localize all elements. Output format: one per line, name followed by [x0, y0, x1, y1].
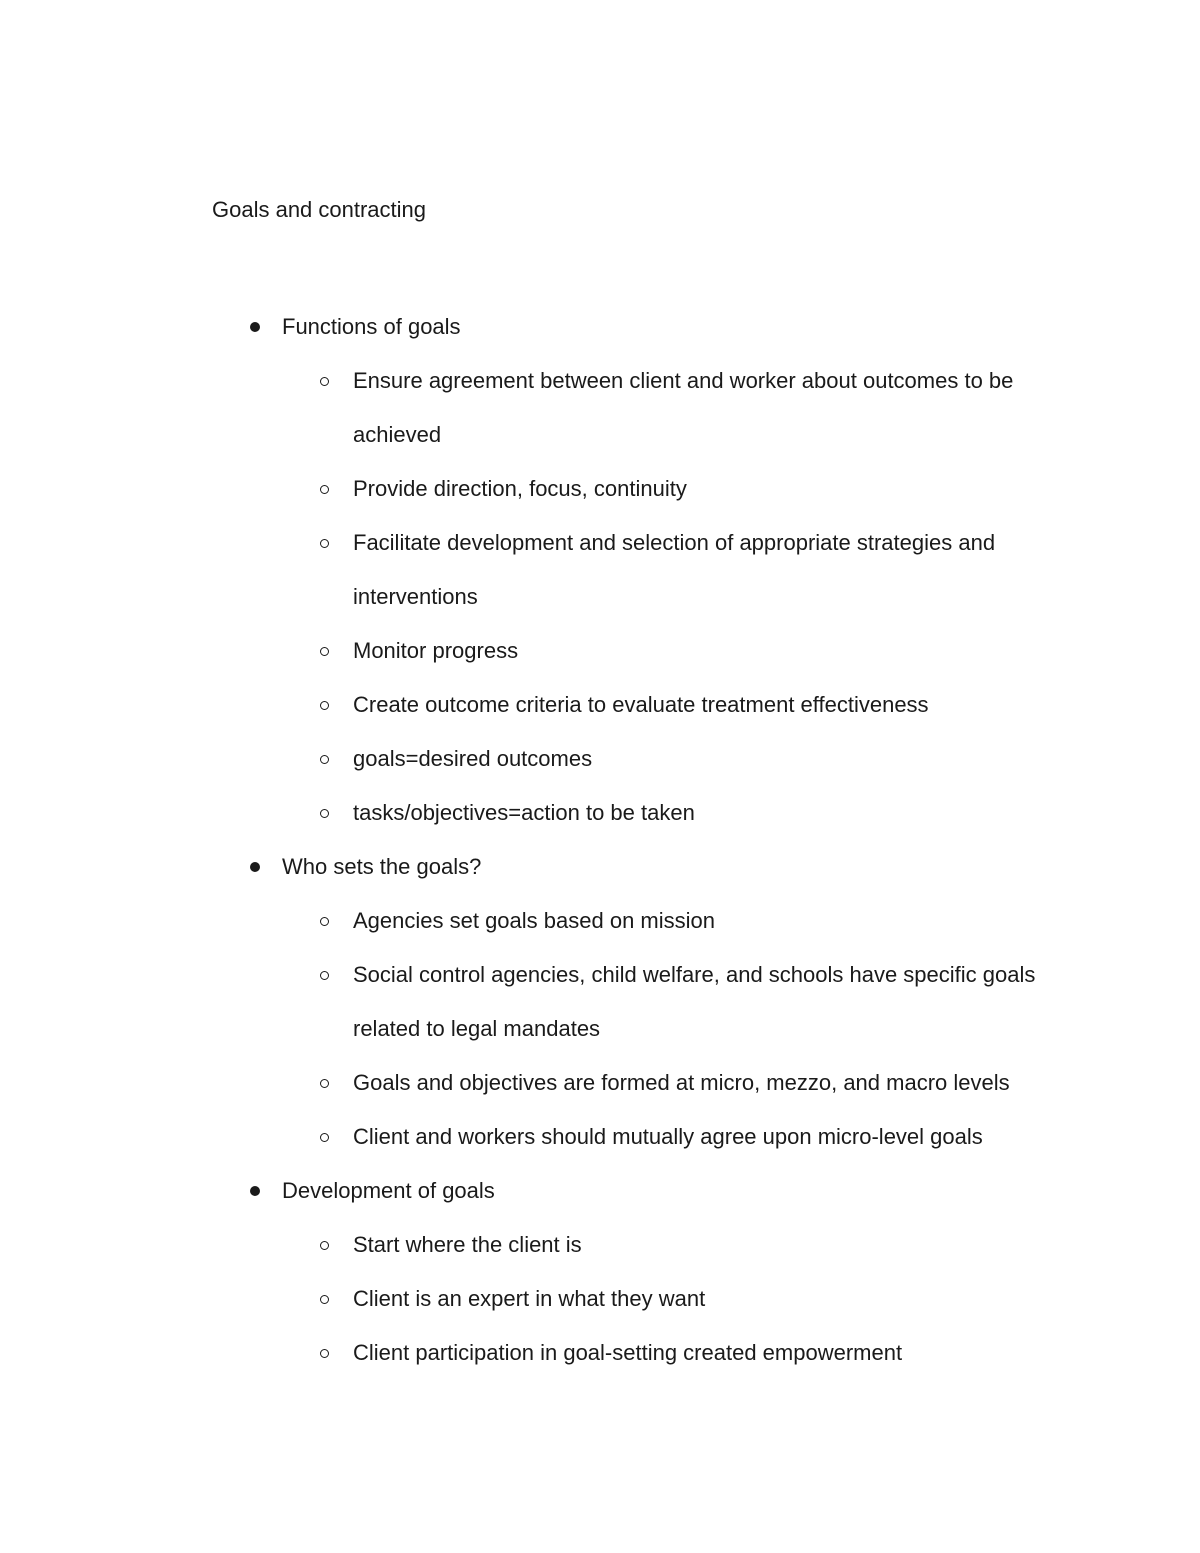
hollow-bullet-icon — [320, 971, 329, 980]
filled-bullet-icon — [250, 1186, 260, 1196]
hollow-bullet-icon — [320, 755, 329, 764]
list-item — [0, 354, 1063, 462]
list-item-text: tasks/objectives=action to be taken — [353, 800, 695, 825]
hollow-bullet-icon — [320, 485, 329, 494]
filled-bullet-icon — [250, 862, 260, 872]
hollow-bullet-icon — [320, 647, 329, 656]
list-item-text: Social control agencies, child welfare, and schools have specific goals related to legal mandates — [353, 962, 1036, 1041]
hollow-bullet-icon — [320, 1295, 329, 1304]
list-item — [0, 1110, 1063, 1164]
list-item — [0, 894, 1063, 948]
hollow-bullet-icon — [320, 1133, 329, 1142]
document-title: Goals and contracting — [212, 197, 427, 222]
list-item — [0, 462, 1063, 516]
list-item — [0, 624, 1063, 678]
list-item-text: Start where the client is — [353, 1232, 582, 1257]
list-item-text: Create outcome criteria to evaluate treatment effectiveness — [353, 692, 929, 717]
sub-list — [282, 894, 1200, 1164]
list-item — [0, 732, 1063, 786]
hollow-bullet-icon — [320, 1079, 329, 1088]
list-item — [0, 1326, 1063, 1380]
list-item-text: Client is an expert in what they want — [353, 1286, 706, 1311]
section-heading: Development of goals — [282, 1178, 495, 1203]
hollow-bullet-icon — [320, 809, 329, 818]
outline-list — [0, 300, 1200, 1380]
list-item-text: Provide direction, focus, continuity — [353, 476, 687, 501]
list-item-text: Ensure agreement between client and worker about outcomes to be achieved — [353, 368, 1014, 447]
list-item-text: Client and workers should mutually agree upon micro-level goals — [353, 1124, 983, 1149]
list-item-text: goals=desired outcomes — [353, 746, 593, 771]
section-heading: Functions of goals — [282, 314, 461, 339]
sub-list — [282, 354, 1200, 840]
list-item — [0, 678, 1063, 732]
section-heading: Who sets the goals? — [282, 854, 482, 879]
list-item-text: Client participation in goal-setting created empowerment — [353, 1340, 903, 1365]
list-item — [0, 1056, 1063, 1110]
filled-bullet-icon — [250, 322, 260, 332]
hollow-bullet-icon — [320, 1349, 329, 1358]
hollow-bullet-icon — [320, 377, 329, 386]
sub-list — [282, 1218, 1200, 1380]
section-functions-of-goals — [0, 300, 1200, 840]
hollow-bullet-icon — [320, 701, 329, 710]
hollow-bullet-icon — [320, 1241, 329, 1250]
list-item — [0, 1218, 1063, 1272]
hollow-bullet-icon — [320, 917, 329, 926]
list-item-text: Agencies set goals based on mission — [353, 908, 715, 933]
section-development-of-goals — [0, 1164, 1200, 1380]
list-item-text: Goals and objectives are formed at micro, mezzo, and macro levels — [353, 1070, 1010, 1095]
hollow-bullet-icon — [320, 539, 329, 548]
section-who-sets-the-goals — [0, 840, 1200, 1164]
list-item-text: Facilitate development and selection of appropriate strategies and interventions — [353, 530, 996, 609]
list-item — [0, 1272, 1063, 1326]
list-item — [0, 948, 1063, 1056]
list-item — [0, 786, 1063, 840]
list-item-text: Monitor progress — [353, 638, 519, 663]
list-item — [0, 516, 1063, 624]
